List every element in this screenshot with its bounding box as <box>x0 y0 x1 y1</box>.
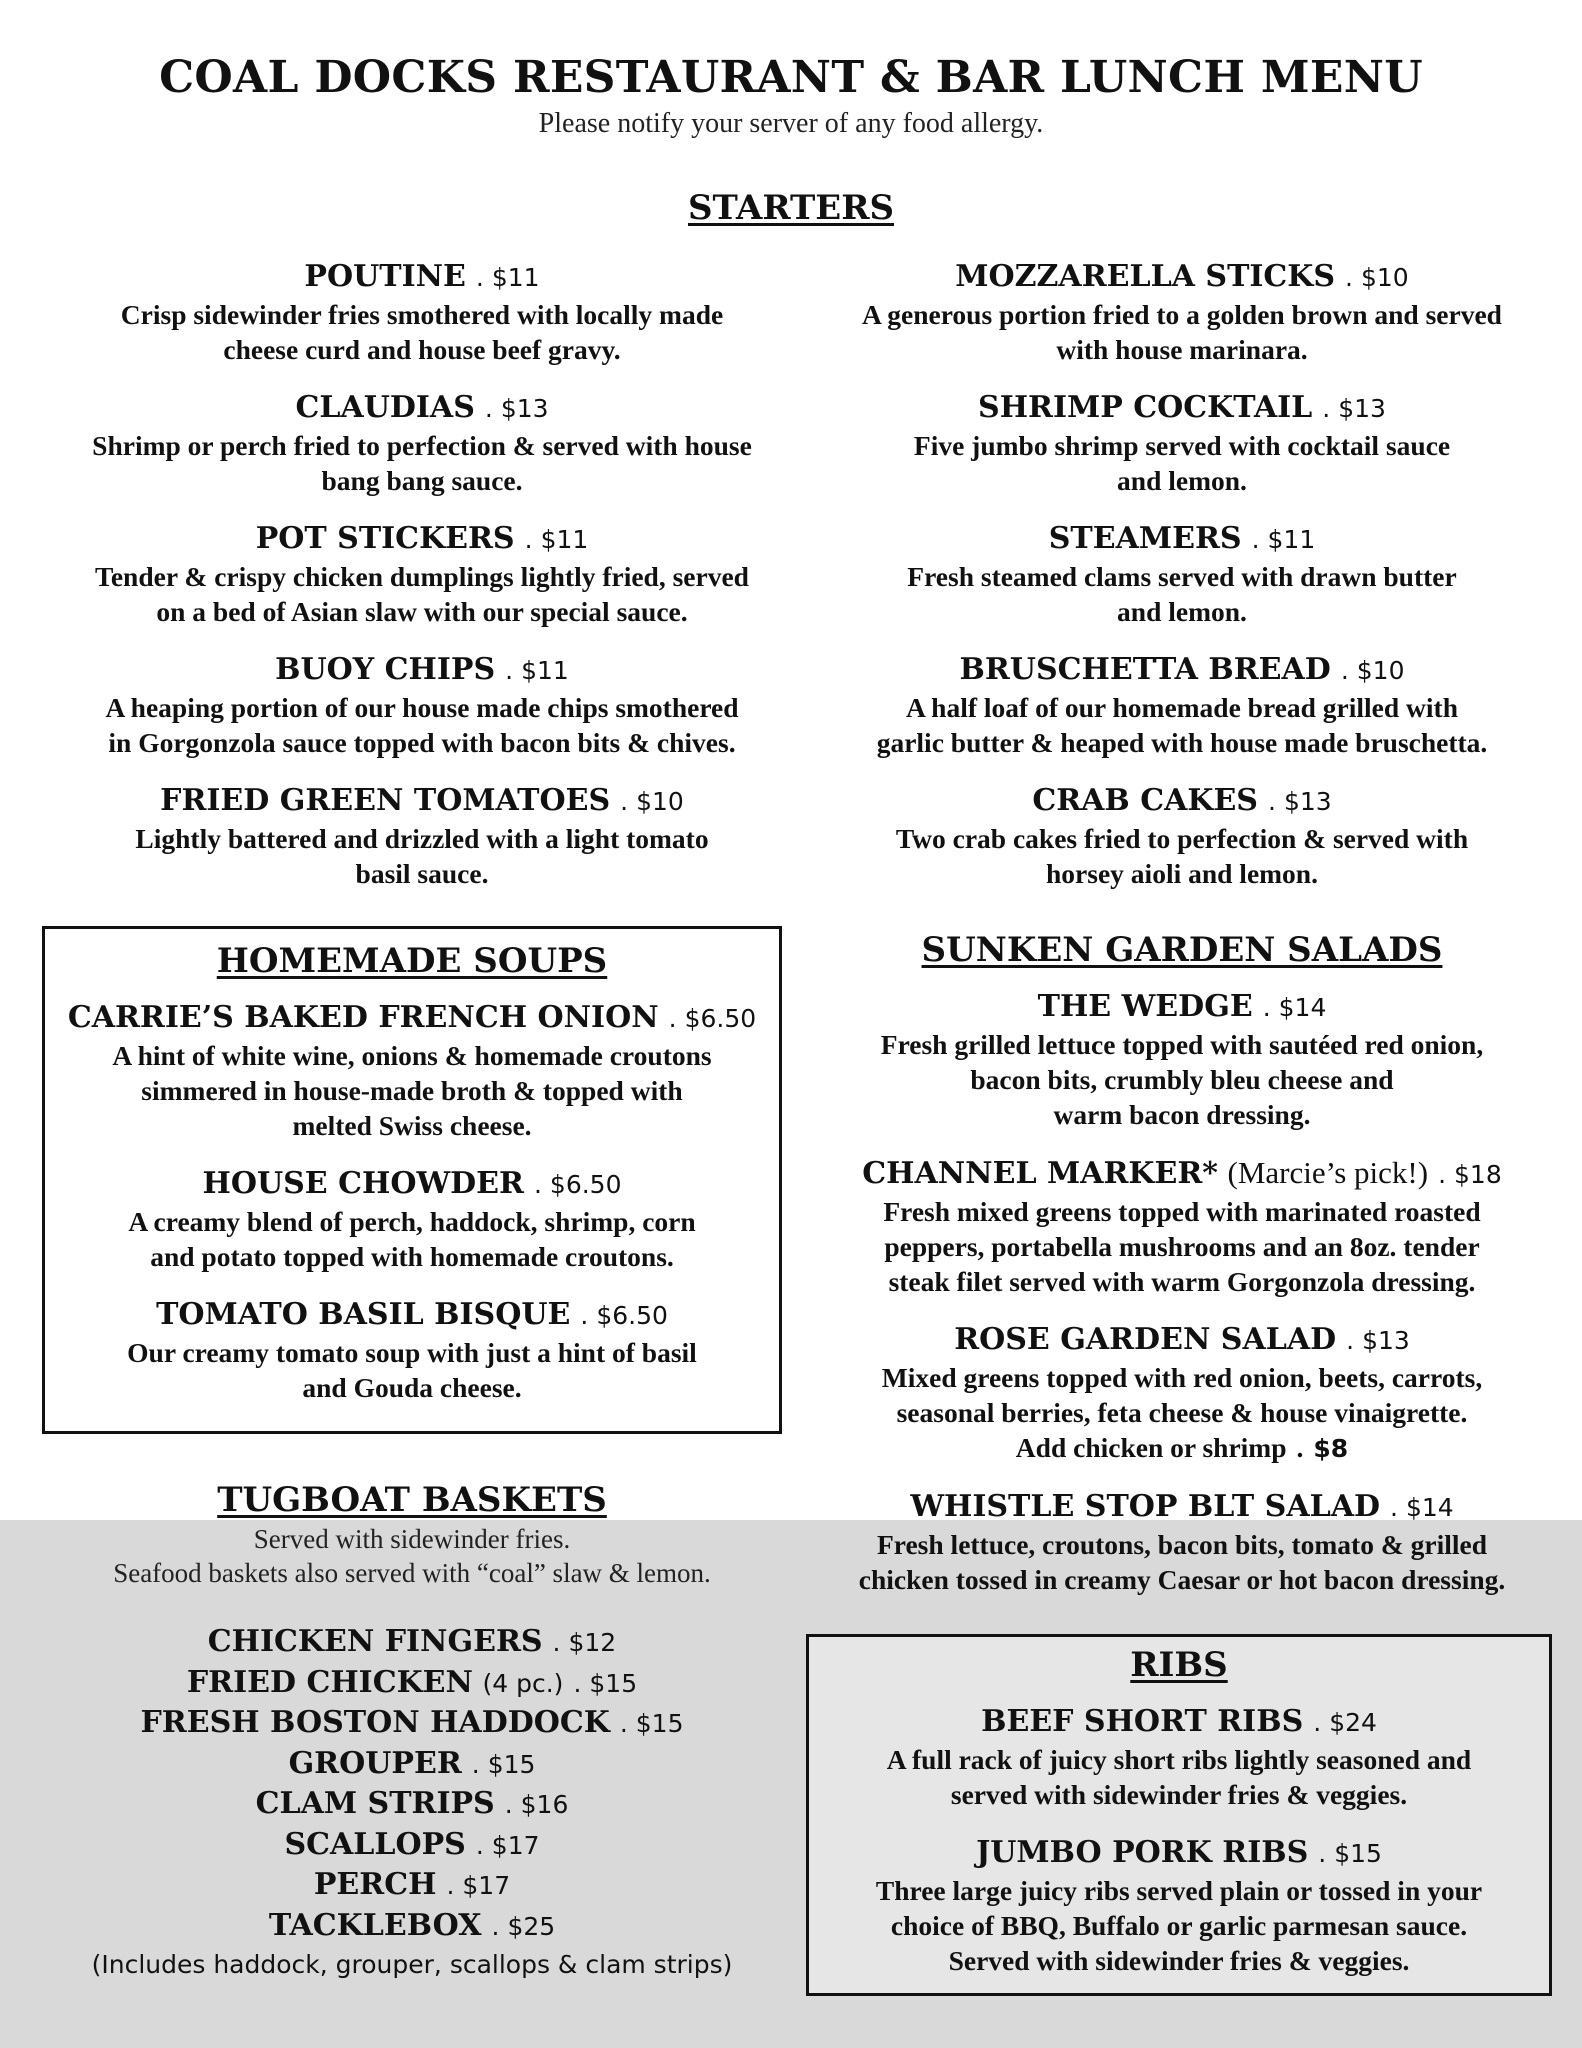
ribs-box <box>806 1634 1552 1996</box>
soups-heading: HOMEMADE SOUPS <box>216 941 608 981</box>
allergy-note: Please notify your server of any food allergy. <box>538 108 1044 139</box>
item-description: Fresh mixed greens topped with marinated roasted peppers, portabella mushrooms and an 8oz. tender steak filet served with warm Gorgonzola dressing. <box>883 1196 1481 1297</box>
baskets-section <box>42 1480 782 1590</box>
item-description: Crisp sidewinder fries smothered with locally made cheese curd and house beef gravy. <box>120 299 724 365</box>
basket-item: CLAM STRIPS . $16 <box>255 1786 569 1821</box>
item-price: $15 <box>1334 1839 1382 1868</box>
item-description: Our creamy tomato soup with just a hint of basil and Gouda cheese. <box>127 1337 697 1403</box>
menu-item: POUTINE . $11 Crisp sidewinder fries smothered with locally made cheese curd and house beef gravy. <box>42 258 802 367</box>
item-price: $13 <box>1362 1326 1410 1355</box>
item-price: $6.50 <box>549 1170 622 1199</box>
menu-item: WHISTLE STOP BLT SALAD . $14 Fresh lettuce, croutons, bacon bits, tomato & grilled chicken tossed in creamy Caesar or hot bacon dressing. <box>812 1488 1552 1597</box>
salads-section <box>812 930 1552 1619</box>
item-name: BEEF SHORT RIBS <box>981 1704 1304 1739</box>
item-price: $10 <box>636 787 684 816</box>
basket-item: CHICKEN FINGERS . $12 <box>207 1624 617 1659</box>
starters-heading: STARTERS <box>687 188 895 228</box>
item-name: CRAB CAKES <box>1032 783 1258 818</box>
item-price: $13 <box>500 394 549 423</box>
item-description: Tender & crispy chicken dumplings lightly fried, served on a bed of Asian slaw with our special sauce. <box>95 561 749 627</box>
item-name: SHRIMP COCKTAIL <box>978 390 1313 425</box>
add-on-label: Add chicken or shrimp <box>1015 1432 1287 1463</box>
salads-heading: SUNKEN GARDEN SALADS <box>921 930 1443 970</box>
menu-item: TOMATO BASIL BISQUE . $6.50 Our creamy tomato soup with just a hint of basil and Gouda cheese. <box>55 1296 769 1405</box>
item-description: Two crab cakes fried to perfection & served with horsey aioli and lemon. <box>895 823 1469 889</box>
menu-item: SHRIMP COCKTAIL . $13 Five jumbo shrimp served with cocktail sauce and lemon. <box>812 389 1552 498</box>
menu-item: POT STICKERS . $11 Tender & crispy chicken dumplings lightly fried, served on a bed of Asian slaw with our special sauce. <box>42 520 802 629</box>
soups-box <box>42 926 782 1434</box>
page-title: COAL DOCKS RESTAURANT & BAR LUNCH MENU <box>159 52 1423 103</box>
item-description: A hint of white wine, onions & homemade croutons simmered in house-made broth & topped with melted Swiss cheese. <box>112 1040 712 1141</box>
item-price: $10 <box>1361 263 1409 292</box>
item-price: $11 <box>521 656 569 685</box>
item-name: ROSE GARDEN SALAD <box>954 1322 1337 1357</box>
item-price: $14 <box>1405 1493 1454 1522</box>
item-description: Fresh steamed clams served with drawn butter and lemon. <box>907 561 1457 627</box>
menu-item: BUOY CHIPS . $11 A heaping portion of our house made chips smothered in Gorgonzola sauce topped with bacon bits & chives. <box>42 651 802 760</box>
menu-item: CLAUDIAS . $13 Shrimp or perch fried to perfection & served with house bang bang sauce. <box>42 389 802 498</box>
item-name: CARRIE’S BAKED FRENCH ONION <box>67 1000 659 1035</box>
item-name: BRUSCHETTA BREAD <box>959 652 1331 687</box>
menu-item: STEAMERS . $11 Fresh steamed clams served with drawn butter and lemon. <box>812 520 1552 629</box>
item-description: Fresh grilled lettuce topped with sautéed red onion, bacon bits, crumbly bleu cheese and warm bacon dressing. <box>880 1029 1484 1130</box>
item-price: $18 <box>1454 1160 1502 1189</box>
item-description: Shrimp or perch fried to perfection & served with house bang bang sauce. <box>92 430 752 496</box>
item-name: THE WEDGE <box>1037 989 1253 1024</box>
menu-item: CARRIE’S BAKED FRENCH ONION . $6.50 A hint of white wine, onions & homemade croutons simmered in house-made broth & topped with melted Swiss cheese. <box>55 999 769 1143</box>
menu-item: FRIED GREEN TOMATOES . $10 Lightly battered and drizzled with a light tomato basil sauce. <box>42 782 802 891</box>
item-name: BUOY CHIPS <box>275 652 496 687</box>
item-name: HOUSE CHOWDER <box>202 1166 524 1201</box>
item-name: POUTINE <box>304 259 466 294</box>
item-description: A creamy blend of perch, haddock, shrimp, corn and potato topped with homemade croutons. <box>128 1206 696 1272</box>
starters-section <box>0 188 1582 228</box>
menu-item: CHANNEL MARKER* (Marcie’s pick!) . $18 Fresh mixed greens topped with marinated roasted peppers, portabella mushrooms and an 8oz. tender steak filet served with warm Gorgonzola dressing. <box>812 1154 1552 1299</box>
baskets-subtitle: Served with sidewinder fries. Seafood baskets also served with “coal” slaw & lemon. <box>113 1524 711 1588</box>
item-description: A generous portion fried to a golden brown and served with house marinara. <box>862 299 1502 365</box>
menu-item: JUMBO PORK RIBS . $15 Three large juicy ribs served plain or tossed in your choice of BBQ, Buffalo or garlic parmesan sauce. Served with sidewinder fries & veggies. <box>819 1834 1539 1978</box>
menu-item: BEEF SHORT RIBS . $24 A full rack of juicy short ribs lightly seasoned and served with sidewinder fries & veggies. <box>819 1703 1539 1812</box>
item-price: $11 <box>491 263 540 292</box>
menu-item: MOZZARELLA STICKS . $10 A generous portion fried to a golden brown and served with house marinara. <box>812 258 1552 367</box>
menu-item: HOUSE CHOWDER . $6.50 A creamy blend of perch, haddock, shrimp, corn and potato topped with homemade croutons. <box>55 1165 769 1274</box>
item-price: $10 <box>1356 656 1405 685</box>
item-price: $11 <box>540 525 589 554</box>
item-description: Three large juicy ribs served plain or tossed in your choice of BBQ, Buffalo or garlic parmesan sauce. Served with sidewinder fries & veggies. <box>875 1875 1483 1976</box>
menu-item: CRAB CAKES . $13 Two crab cakes fried to perfection & served with horsey aioli and lemon. <box>812 782 1552 891</box>
tacklebox-note: (Includes haddock, grouper, scallops & clam strips) <box>91 1950 733 1979</box>
menu-item: ROSE GARDEN SALAD . $13 Mixed greens topped with red onion, beets, carrots, seasonal berries, feta cheese & house vinaigrette. Add chicken or shrimp . $8 <box>812 1321 1552 1466</box>
menu-item: BRUSCHETTA BREAD . $10 A half loaf of our homemade bread grilled with garlic butter & heaped with house made bruschetta. <box>812 651 1552 760</box>
baskets-heading: TUGBOAT BASKETS <box>217 1480 607 1520</box>
baskets-list <box>42 1622 782 1984</box>
item-note: (Marcie’s pick!) <box>1227 1155 1429 1190</box>
item-name: JUMBO PORK RIBS <box>976 1835 1309 1870</box>
item-price: $14 <box>1278 993 1327 1022</box>
item-price: $13 <box>1338 394 1386 423</box>
item-name: CLAUDIAS <box>295 390 475 425</box>
ribs-heading: RIBS <box>1130 1645 1228 1685</box>
item-name: WHISTLE STOP BLT SALAD <box>910 1489 1380 1524</box>
item-description: A full rack of juicy short ribs lightly seasoned and served with sidewinder fries & veggies. <box>886 1744 1472 1810</box>
item-description: A half loaf of our homemade bread grilled with garlic butter & heaped with house made bruschetta. <box>876 692 1488 758</box>
item-name: CHANNEL MARKER* <box>862 1156 1218 1191</box>
add-on-price: $8 <box>1313 1434 1349 1463</box>
item-price: $24 <box>1329 1708 1377 1737</box>
menu-item: THE WEDGE . $14 Fresh grilled lettuce topped with sautéed red onion, bacon bits, crumbly bleu cheese and warm bacon dressing. <box>812 988 1552 1132</box>
item-name: MOZZARELLA STICKS <box>955 259 1336 294</box>
item-price: $13 <box>1283 787 1332 816</box>
basket-item: TACKLEBOX . $25 <box>268 1907 556 1943</box>
item-name: FRIED GREEN TOMATOES <box>160 783 611 818</box>
starters-right-column <box>812 258 1552 913</box>
item-description: Mixed greens topped with red onion, beets, carrots, seasonal berries, feta cheese & house vinaigrette. Add chicken or shrimp . $8 <box>881 1362 1483 1463</box>
item-name: TOMATO BASIL BISQUE <box>156 1297 571 1332</box>
basket-item: FRIED CHICKEN (4 pc.) . $15 <box>186 1664 638 1700</box>
item-price: $6.50 <box>684 1004 757 1033</box>
item-description: A heaping portion of our house made chips smothered in Gorgonzola sauce topped with bacon bits & chives. <box>105 692 739 758</box>
item-name: POT STICKERS <box>255 521 515 556</box>
item-price: $11 <box>1267 525 1316 554</box>
item-description: Fresh lettuce, croutons, bacon bits, tomato & grilled chicken tossed in creamy Caesar or hot bacon dressing. <box>858 1529 1506 1595</box>
basket-item: SCALLOPS . $17 <box>284 1826 540 1862</box>
item-description: Lightly battered and drizzled with a light tomato basil sauce. <box>135 823 709 889</box>
item-name: STEAMERS <box>1048 521 1242 556</box>
basket-item: PERCH . $17 <box>313 1867 511 1902</box>
item-description: Five jumbo shrimp served with cocktail sauce and lemon. <box>913 430 1451 496</box>
item-price: $6.50 <box>596 1301 668 1330</box>
starters-left-column <box>42 258 802 913</box>
basket-item: FRESH BOSTON HADDOCK . $15 <box>140 1705 684 1740</box>
basket-item: GROUPER . $15 <box>288 1745 536 1781</box>
